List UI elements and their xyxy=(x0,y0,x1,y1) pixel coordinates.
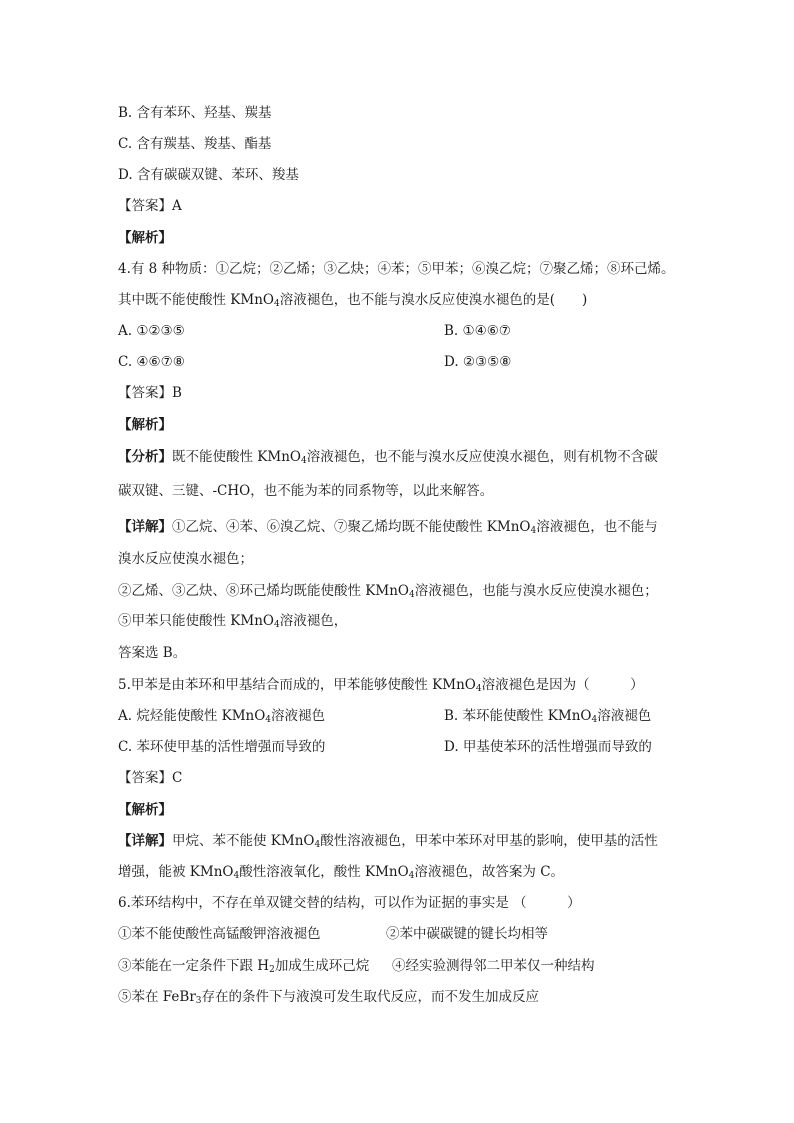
q5-stem: 5.甲苯是由苯环和甲基结合而成的，甲苯能够使酸性 KMnO$_4$溶液褪色是因为（ ） xyxy=(118,677,644,694)
q4-analysis-label: 【解析】 xyxy=(118,417,172,433)
q4-option-c: C. ④⑥⑦⑧ xyxy=(118,354,185,370)
q6-item-1: ①苯不能使酸性高锰酸钾溶液褪色 xyxy=(118,926,321,942)
q4-option-d: D. ②③⑤⑧ xyxy=(444,354,512,370)
q5-answer: 【答案】C xyxy=(118,770,183,786)
q6-stem: 6.苯环结构中，不存在单双键交替的结构，可以作为证据的事实是 （ ） xyxy=(118,895,581,911)
q5-xiangjie-line2: 增强，能被 KMnO$_4$酸性溶液氧化，酸性 KMnO$_4$溶液褪色，故答案为 C。 xyxy=(118,864,565,881)
q4-stem-line2: 其中既不能使酸性 KMnO$_4$溶液褪色，也不能与溴水反应使溴水褪色的是( ) xyxy=(118,292,588,309)
q3-analysis-label: 【解析】 xyxy=(118,230,172,246)
q4-answer: 【答案】B xyxy=(118,385,182,401)
q5-option-c: C. 苯环使甲基的活性增强而导致的 xyxy=(118,739,326,755)
q3-option-d: D. 含有碳碳双键、苯环、羧基 xyxy=(118,167,299,183)
q6-item-3: ③苯能在一定条件下跟 $H_2$加成生成环己烷 xyxy=(118,958,370,975)
q4-xiangjie-line1: 【详解】①乙烷、④苯、⑥溴乙烷、⑦聚乙烯均既不能使酸性 KMnO$_4$溶液褪色，也不能与 xyxy=(118,519,658,536)
q4-xiangjie-line4: ⑤甲苯只能使酸性 KMnO$_4$溶液褪色， xyxy=(118,613,348,630)
q4-option-b: B. ①④⑥⑦ xyxy=(444,323,511,339)
q4-xiangjie-line3: ②乙烯、③乙炔、⑧环己烯均既能使酸性 KMnO$_4$溶液褪色，也能与溴水反应使溴水褪色； xyxy=(118,583,658,600)
q5-analysis-label: 【解析】 xyxy=(118,802,172,818)
q5-option-b: B. 苯环能使酸性 KMnO$_4$溶液褪色 xyxy=(444,708,652,725)
q4-fenxi-line1: 【分析】既不能使酸性 KMnO$_4$溶液褪色，也不能与溴水反应使溴水褪色，则有机物不含碳 xyxy=(118,449,658,466)
q5-option-d: D. 甲基使苯环的活性增强而导致的 xyxy=(444,739,652,755)
q3-option-c: C. 含有羰基、羧基、酯基 xyxy=(118,136,272,152)
q4-fenxi-line2: 碳双键、三键、-CHO，也不能为苯的同系物等，以此来解答。 xyxy=(118,483,494,499)
q3-option-b: B. 含有苯环、羟基、羰基 xyxy=(118,105,272,121)
q5-option-a: A. 烷烃能使酸性 KMnO$_4$溶液褪色 xyxy=(118,708,326,725)
q4-xiangjie-line2: 溴水反应使溴水褪色； xyxy=(118,551,253,567)
q3-answer: 【答案】A xyxy=(118,198,182,214)
q6-item-2: ②苯中碳碳键的键长均相等 xyxy=(386,926,548,942)
q4-conclusion: 答案选 B。 xyxy=(118,645,187,661)
q4-stem-line1: 4.有 8 种物质：①乙烷；②乙烯；③乙炔；④苯；⑤甲苯；⑥溴乙烷；⑦聚乙烯；⑧环己烯。 xyxy=(118,261,675,277)
q6-item-4: ④经实验测得邻二甲苯仅一种结构 xyxy=(392,958,595,974)
q5-xiangjie-line1: 【详解】甲烷、苯不能使 KMnO$_4$酸性溶液褪色，甲苯中苯环对甲基的影响，使甲基的活性 xyxy=(118,833,658,850)
q6-item-5: ⑤苯在 FeBr$_3$存在的条件下与液溴可发生取代反应，而不发生加成反应 xyxy=(118,989,540,1006)
q4-option-a: A. ①②③⑤ xyxy=(118,323,185,339)
